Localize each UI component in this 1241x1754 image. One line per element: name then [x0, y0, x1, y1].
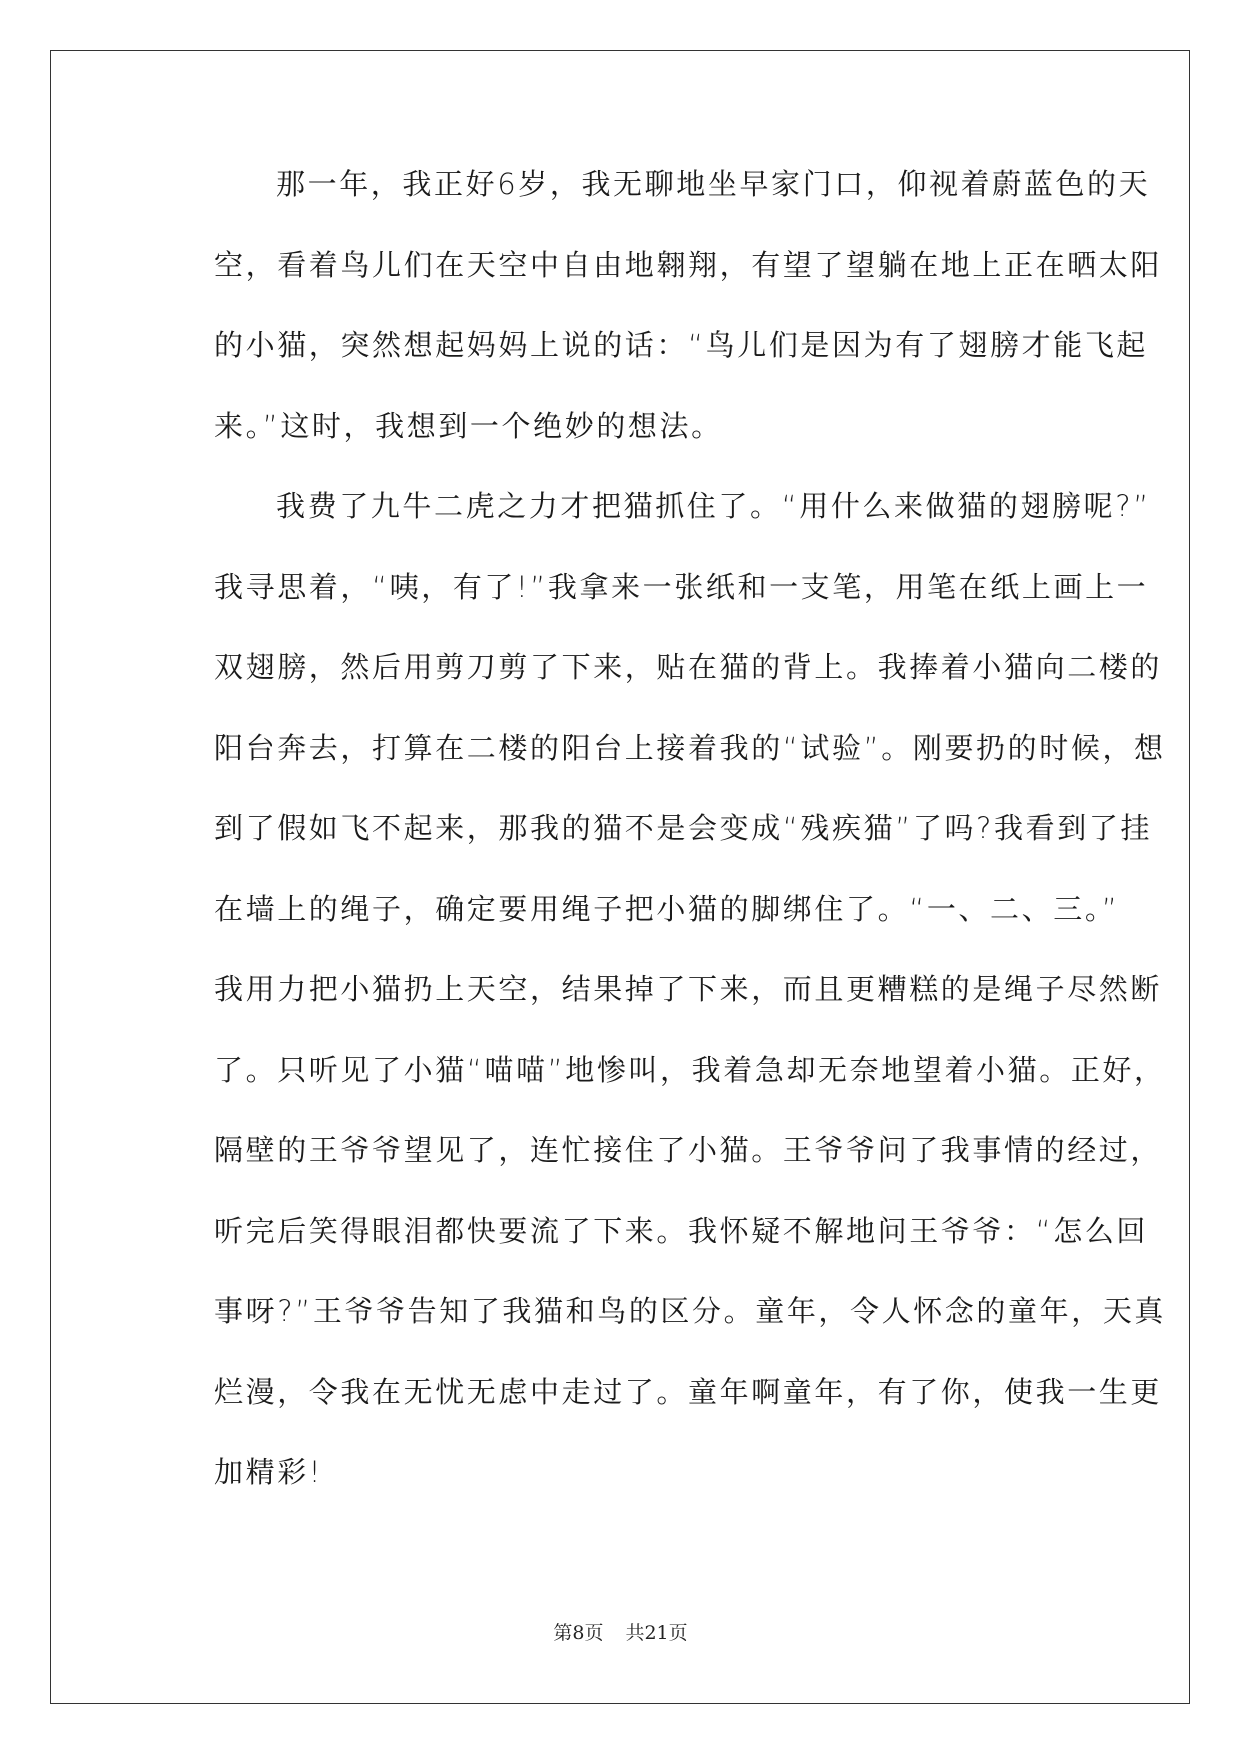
text-line: 双翅膀，然后用剪刀剪了下来，贴在猫的背上。我捧着小猫向二楼的 [214, 650, 1163, 684]
document-body [152, 160, 1167, 1529]
text-line: 我用力把小猫扔上天空，结果掉了下来，而且更糟糕的是绳子尽然断 [214, 972, 1163, 1006]
text-line: 在墙上的绳子，确定要用绳子把小猫的脚绑住了。“一、二、三。” [214, 891, 1120, 926]
text-line: 加精彩! [214, 1455, 324, 1489]
text-line: 我寻思着，“咦，有了!”我拿来一张纸和一支笔，用笔在纸上画上一 [214, 569, 1149, 604]
page-number: 第8页 [553, 1622, 604, 1644]
text-line: 那一年，我正好6岁，我无聊地坐早家门口，仰视着蔚蓝色的天 [276, 167, 1151, 201]
text-line: 的小猫，突然想起妈妈上说的话：“鸟儿们是因为有了翅膀才能飞起 [214, 328, 1149, 362]
text-line: 了。只听见了小猫“喵喵”地惨叫，我着急却无奈地望着小猫。正好， [214, 1052, 1166, 1087]
text-line: 来。”这时，我想到一个绝妙的想法。 [214, 408, 723, 443]
page-footer [0, 1618, 1241, 1645]
text-line: 事呀?”王爷爷告知了我猫和鸟的区分。童年，令人怀念的童年，天真 [214, 1294, 1167, 1328]
text-line: 听完后笑得眼泪都快要流了下来。我怀疑不解地问王爷爷：“怎么回 [214, 1213, 1149, 1248]
paragraph-1 [152, 160, 1163, 482]
text-line: 到了假如飞不起来，那我的猫不是会变成“残疾猫”了吗?我看到了挂 [214, 811, 1153, 845]
page-total: 共21页 [625, 1622, 688, 1644]
text-line: 隔壁的王爷爷望见了，连忙接住了小猫。王爷爷问了我事情的经过， [214, 1133, 1163, 1167]
text-line: 我费了九牛二虎之力才把猫抓住了。“用什么来做猫的翅膀呢?” [276, 489, 1151, 523]
paragraph-2 [152, 482, 1167, 1529]
text-line: 空，看着鸟儿们在天空中自由地翱翔，有望了望躺在地上正在晒太阳 [214, 247, 1163, 282]
text-line: 烂漫，令我在无忧无虑中走过了。童年啊童年，有了你，使我一生更 [214, 1374, 1163, 1409]
text-line: 阳台奔去，打算在二楼的阳台上接着我的“试验”。刚要扔的时候，想 [214, 730, 1166, 765]
